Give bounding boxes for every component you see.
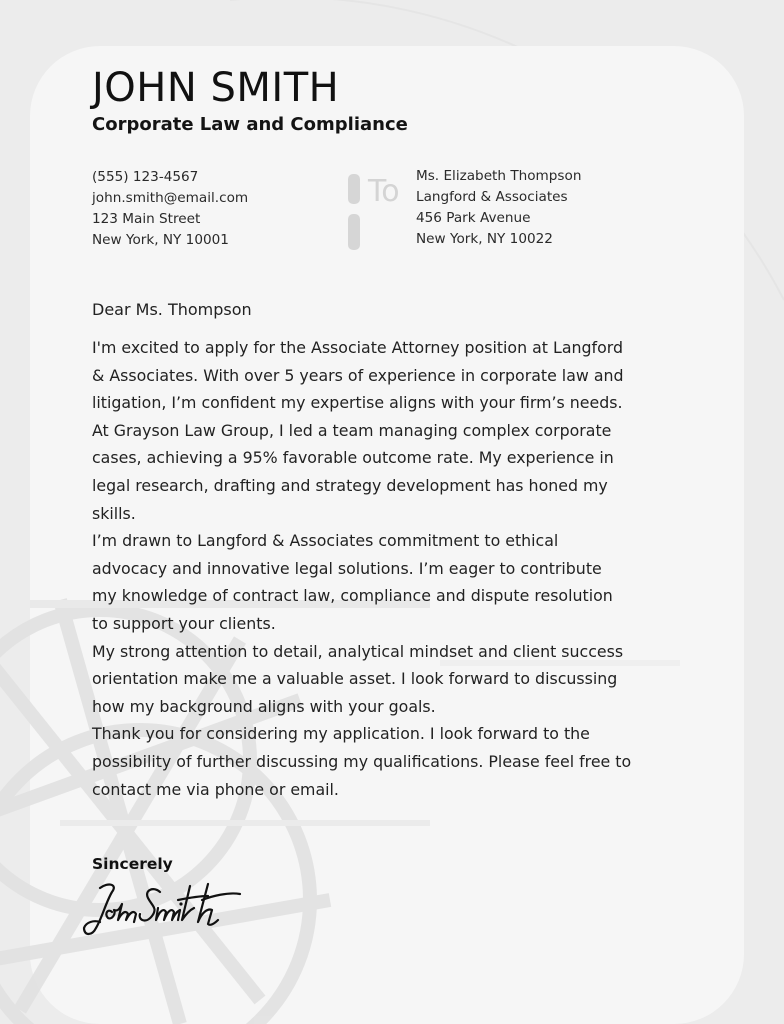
sender-email: john.smith@email.com [92, 190, 249, 206]
body-line: possibility of further discussing my qualifications. Please feel free to [92, 751, 632, 771]
body-line: I’m drawn to Langford & Associates commitment to ethical [92, 531, 559, 551]
letter-body [92, 334, 692, 803]
sender-city: New York, NY 10001 [92, 232, 229, 248]
body-line: my knowledge of contract law, compliance and dispute resolution [92, 586, 613, 606]
body-line: orientation make me a valuable asset. I look forward to discussing [92, 669, 618, 689]
recipient-contact [416, 166, 581, 250]
body-line: skills. [92, 503, 136, 523]
sender-street: 123 Main Street [92, 211, 201, 227]
body-line: Thank you for considering my application. I look forward to the [92, 724, 590, 744]
to-label: To [368, 174, 400, 209]
salutation: Dear Ms. Thompson [92, 300, 252, 319]
body-line: contact me via phone or email. [92, 779, 339, 799]
sender-phone: (555) 123-4567 [92, 169, 199, 185]
body-line: legal research, drafting and strategy development has honed my [92, 475, 608, 495]
body-line: advocacy and innovative legal solutions. I’m eager to contribute [92, 558, 602, 578]
applicant-name: JOHN SMITH [92, 65, 340, 111]
body-line: cases, achieving a 95% favorable outcome rate. My experience in [92, 448, 614, 468]
body-line: At Grayson Law Group, I led a team managing complex corporate [92, 420, 612, 440]
recipient-name: Ms. Elizabeth Thompson [416, 168, 582, 184]
body-line: My strong attention to detail, analytical mindset and client success [92, 641, 624, 661]
recipient-street: 456 Park Avenue [416, 210, 531, 226]
signature [78, 878, 248, 942]
body-line: I'm excited to apply for the Associate Attorney position at Langford [92, 338, 624, 357]
body-line: how my background aligns with your goals. [92, 696, 436, 716]
applicant-title: Corporate Law and Compliance [92, 114, 408, 135]
recipient-company: Langford & Associates [416, 189, 568, 205]
body-line: litigation, I’m confident my expertise aligns with your firm’s needs. [92, 393, 623, 413]
to-divider-icon [344, 170, 414, 254]
recipient-city: New York, NY 10022 [416, 231, 553, 247]
body-line: to support your clients. [92, 613, 276, 633]
closing: Sincerely [92, 855, 173, 873]
body-line: & Associates. With over 5 years of experience in corporate law and [92, 365, 624, 385]
sender-contact [92, 167, 248, 251]
